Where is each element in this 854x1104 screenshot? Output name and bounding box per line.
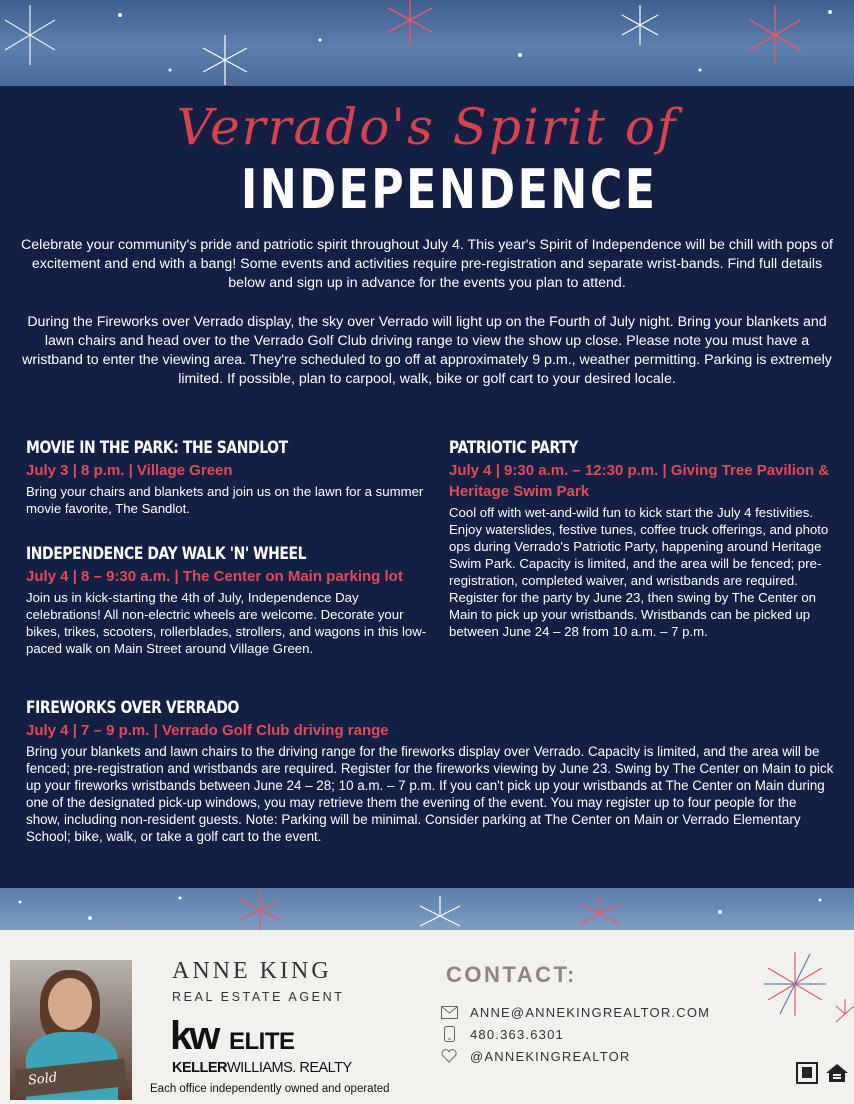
event-fireworks-when: July 4 | 7 – 9 p.m. | Verrado Golf Club driving range bbox=[26, 722, 389, 739]
bottom-burst-2 bbox=[420, 896, 460, 926]
heart-icon bbox=[440, 1048, 458, 1064]
bottom-stars bbox=[19, 897, 822, 921]
office-note: Each office independently owned and operated bbox=[150, 1083, 390, 1095]
event-walk-when: July 4 | 8 – 9:30 a.m. | The Center on Main parking lot bbox=[26, 568, 403, 585]
event-fireworks-description: Bring your blankets and lawn chairs to the driving range for the fireworks display over Verrado. Capacity is limited, and the area will be fenced; pre-registration and wristbands are required. Register for the fireworks viewing by June 23. Swing by The Center on Main to pick up your fireworks wristbands between June 24 – 28; 10 a.m. – 7 p.m. If you can't pick up your wristbands at The Center on Main during one of the designated pick-up windows, you may retrieve them the evening of the event. You may register up to four people for the show, including non-resident guests. Note: Parking will be minimal. Consider parking at The Center on Main or Verrado Elementary School; bike, walk, or take a golf cart to the event. bbox=[26, 744, 834, 844]
event-party-when: July 4 | 9:30 a.m. – 12:30 p.m. | Giving Tree Pavilion & Heritage Swim Park bbox=[449, 462, 830, 500]
contact-phone-row[interactable] bbox=[440, 1026, 564, 1042]
brand-bold: KELLER bbox=[172, 1060, 227, 1076]
agent-face bbox=[48, 978, 92, 1030]
event-walk-heading: INDEPENDENCE DAY WALK 'N' WHEEL bbox=[26, 544, 307, 564]
firework-burst-5 bbox=[622, 5, 658, 45]
contact-heading: CONTACT: bbox=[446, 962, 577, 987]
bottom-fireworks-band bbox=[0, 888, 854, 930]
footer-firework-graphic bbox=[750, 944, 854, 1034]
contact-email-row[interactable] bbox=[440, 1004, 710, 1020]
phone-icon bbox=[440, 1026, 458, 1042]
keller-williams-brand bbox=[172, 1060, 352, 1076]
contact-social-row[interactable] bbox=[440, 1048, 631, 1064]
title-script-line: Verrado's Spirit of bbox=[176, 98, 678, 156]
equal-housing-icon bbox=[824, 1062, 850, 1084]
contact-social[interactable]: @ANNEKINGREALTOR bbox=[470, 1048, 631, 1064]
housing-logos bbox=[796, 1062, 850, 1084]
contact-phone[interactable]: 480.363.6301 bbox=[470, 1026, 564, 1042]
top-fireworks-band bbox=[0, 0, 854, 86]
agent-role: REAL ESTATE AGENT bbox=[172, 990, 345, 1004]
bottom-burst-1 bbox=[240, 890, 280, 930]
bottom-fireworks-graphic bbox=[0, 888, 854, 930]
event-walk bbox=[26, 544, 436, 657]
brand-rest: WILLIAMS. REALTY bbox=[227, 1060, 352, 1076]
firework-burst-2 bbox=[388, 0, 432, 45]
event-movie bbox=[26, 438, 426, 517]
event-movie-heading: MOVIE IN THE PARK: THE SANDLOT bbox=[26, 438, 288, 458]
agent-photo bbox=[10, 960, 132, 1100]
sold-sign: Sold bbox=[15, 1058, 127, 1097]
kw-elite-label: ELITE bbox=[229, 1028, 295, 1055]
firework-burst-1 bbox=[5, 5, 55, 65]
firework-burst-4 bbox=[750, 5, 800, 65]
event-party-description: Cool off with wet-and-wild fun to kick start the July 4 festivities. Enjoy waterslides, festive tunes, coffee truck offerings, and photo ops during Verrado's Patriotic Party, happening around Heritage Swim Park. Capacity is limited, and the area will be fenced; pre-registration, completed waiver, and wristbands are required. Register for the party by June 23, then swing by The Center on Main to pick up your wristbands. Wristbands can be picked up between June 24 – 28 from 10 a.m. – 7 p.m. bbox=[449, 505, 829, 639]
event-party-heading: PATRIOTIC PARTY bbox=[449, 438, 578, 458]
envelope-icon bbox=[440, 1004, 458, 1020]
firework-burst-3 bbox=[203, 35, 247, 85]
intro-paragraph-2: During the Fireworks over Verrado display, the sky over Verrado will light up on the Fourth of July night. Bring your blankets and lawn chairs and head over to the Verrado Golf Club driving range to view the show up close. Please note you must have a wristband to enter the viewing area. They're scheduled to go off at approximately 9 p.m., weather permitting. Parking is extremely limited. If possible, plan to carpool, walk, bike or golf cart to your desired locale. bbox=[22, 314, 832, 387]
intro-paragraph-1: Celebrate your community's pride and patriotic spirit throughout July 4. This year's Spirit of Independence will be chill with pops of excitement and end with a bang! Some events and activities require pre-registration and separate wrist-bands. Find full details below and sign up in advance for the events you plan to attend. bbox=[21, 237, 833, 291]
realtor-logo-icon bbox=[796, 1062, 818, 1084]
event-fireworks-heading: FIREWORKS OVER VERRADO bbox=[26, 698, 239, 718]
bottom-burst-3 bbox=[580, 894, 620, 924]
event-movie-when: July 3 | 8 p.m. | Village Green bbox=[26, 462, 233, 479]
kw-logo-mark: kw bbox=[170, 1014, 218, 1058]
event-movie-description: Bring your chairs and blankets and join us on the lawn for a summer movie favorite, The Sandlot. bbox=[26, 484, 424, 516]
top-fireworks-graphic bbox=[0, 0, 854, 86]
contact-email[interactable]: ANNE@ANNEKINGREALTOR.COM bbox=[470, 1004, 711, 1020]
event-party bbox=[449, 438, 834, 640]
event-walk-description: Join us in kick-starting the 4th of July, Independence Day celebrations! All non-electric wheels are welcome. Decorate your bikes, trikes, scooters, rollerblades, strollers, and wagons in this low-paced walk on Main Street around Village Green. bbox=[26, 590, 427, 656]
agent-name: ANNE KING bbox=[172, 958, 332, 984]
title-main-line: INDEPENDENCE bbox=[240, 158, 658, 221]
event-fireworks bbox=[26, 698, 834, 845]
